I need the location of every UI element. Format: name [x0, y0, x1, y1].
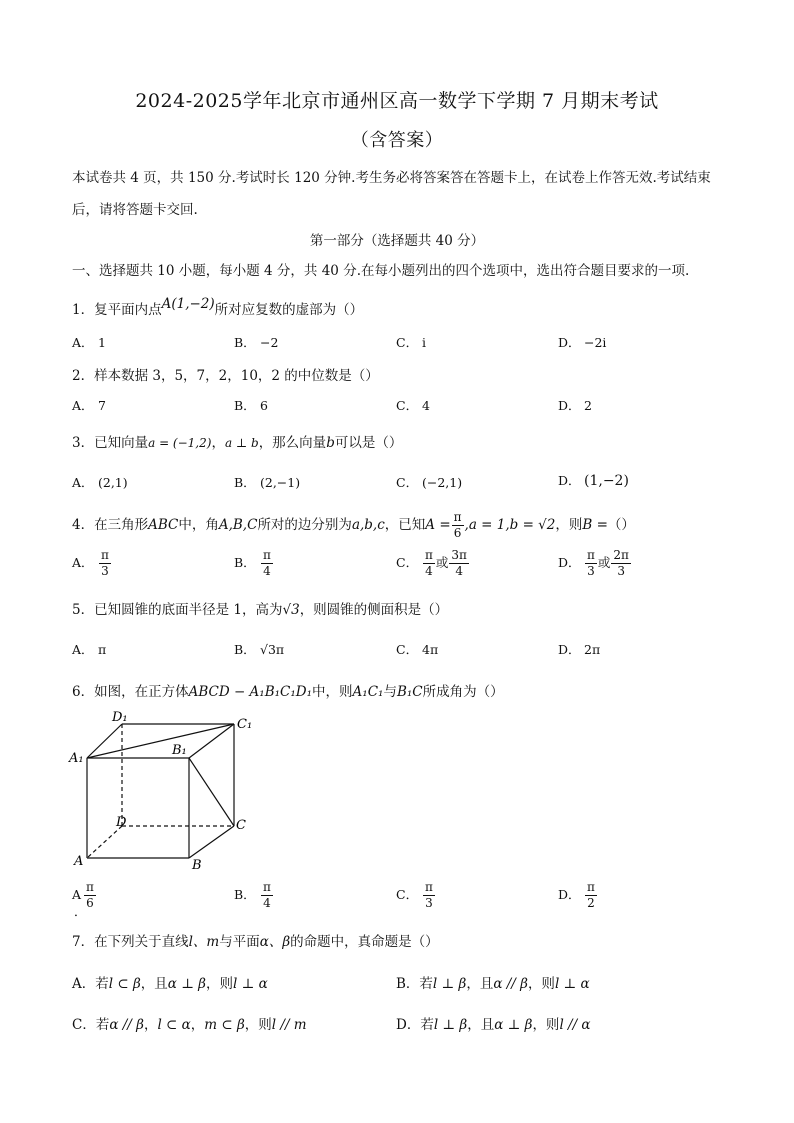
- q1-option-b[interactable]: B． −2: [234, 335, 279, 350]
- q2-option-c[interactable]: C． 4: [396, 398, 430, 413]
- q3-vector-b: b: [326, 435, 335, 451]
- q5-option-b[interactable]: B． √3π: [234, 642, 285, 657]
- q6-option-d[interactable]: D． $\frac{\pi}{2}$: [558, 880, 595, 910]
- q3-option-d[interactable]: D． (1,−2): [558, 473, 629, 489]
- label-d1: D₁: [112, 710, 128, 725]
- q7-option-c[interactable]: C．若α // β，l ⊂ α，m ⊂ β，则l // m: [72, 1017, 307, 1033]
- q4-option-b[interactable]: B． $\frac{\pi}{4}$: [234, 548, 271, 578]
- question-7-stem: 7．在下列关于直线l、m与平面α、β的命题中，真命题是（）: [72, 934, 439, 950]
- q1-option-c[interactable]: C． i: [396, 335, 426, 350]
- q3-option-b[interactable]: B． (2,−1): [234, 475, 301, 490]
- q5-sqrt3: √3: [282, 602, 300, 618]
- q4-option-c[interactable]: C． $\frac{\pi}{4}$ 或 $\frac{3\pi}{4}$: [396, 548, 467, 578]
- label-b1: B₁: [172, 743, 187, 758]
- q7-option-d[interactable]: D．若l ⊥ β，且α ⊥ β，则l // α: [396, 1017, 591, 1033]
- label-b: B: [192, 858, 202, 873]
- question-5-stem: 5．已知圆锥的底面半径是 1，高为√3，则圆锥的侧面积是（）: [72, 602, 449, 618]
- edge-da-hidden: [87, 826, 122, 858]
- q4-option-a[interactable]: A． $\frac{\pi}{3}$: [72, 548, 109, 578]
- exam-title: 2024-2025学年北京市通州区高一数学下学期 7 月期末考试: [135, 90, 659, 112]
- part1-instruction: 一、选择题共 10 小题，每小题 4 分，共 40 分.在每小题列出的四个选项中，选出符合题目要求的一项.: [72, 263, 690, 279]
- q4-option-d[interactable]: D． $\frac{\pi}{3}$ 或 $\frac{2\pi}{3}$: [558, 548, 629, 578]
- question-1-stem: 1．复平面内点A(1,−2)所对应复数的虚部为（）: [72, 296, 364, 318]
- q7-option-a[interactable]: A．若l ⊂ β，且α ⊥ β，则l ⊥ α: [72, 976, 268, 992]
- q3-option-a[interactable]: A． (2,1): [72, 475, 128, 490]
- edge-bc: [189, 826, 234, 858]
- q2-option-d[interactable]: D． 2: [558, 398, 592, 413]
- q2-option-a[interactable]: A． 7: [72, 398, 106, 413]
- label-d: D: [116, 815, 127, 830]
- label-a1: A₁: [69, 751, 84, 766]
- label-a: A: [74, 854, 84, 869]
- intro-line-2: 后，请将答题卡交回.: [72, 202, 198, 218]
- q1-option-a[interactable]: A． 1: [72, 335, 106, 350]
- q3-option-c[interactable]: C． (−2,1): [396, 475, 463, 490]
- q6-option-b[interactable]: B． $\frac{\pi}{4}$: [234, 880, 271, 910]
- q1-point: A(1,−2): [161, 296, 215, 312]
- intro-line-1: 本试卷共 4 页，共 150 分.考试时长 120 分钟.考生务必将答案答在答题卡上，在试卷上作答无效.考试结束: [72, 170, 711, 186]
- exam-subtitle: （含答案）: [350, 130, 444, 151]
- cube-diagram: [66, 708, 266, 878]
- q1-option-d[interactable]: D． −2i: [558, 335, 607, 350]
- label-c1: C₁: [237, 717, 253, 732]
- q2-option-b[interactable]: B． 6: [234, 398, 268, 413]
- q3-perpendicular: a ⊥ b: [224, 436, 259, 450]
- part1-heading: 第一部分（选择题共 40 分）: [309, 233, 485, 249]
- q5-option-c[interactable]: C． 4π: [396, 642, 439, 657]
- q3-vector-a: a = (−1,2): [148, 436, 212, 450]
- question-4-stem: 4．在三角形ABC中，角A,B,C所对的边分别为a,b,c，已知A = $\frac{\pi}{6}$ ,a = 1,b = √2，则B =（）: [72, 510, 635, 540]
- question-3-stem: 3．已知向量a = (−1,2)，a ⊥ b，那么向量b可以是（）: [72, 435, 403, 451]
- question-2-stem: 2．样本数据 3，5，7，2，10，2 的中位数是（）: [72, 368, 379, 384]
- q6-option-c[interactable]: C． $\frac{\pi}{3}$: [396, 880, 433, 910]
- q4-fraction-pi-6: $\frac{\pi}{6}$: [453, 510, 462, 540]
- q7-option-b[interactable]: B．若l ⊥ β，且α // β，则l ⊥ α: [396, 976, 590, 992]
- q5-option-d[interactable]: D． 2π: [558, 642, 601, 657]
- question-6-stem: 6．如图，在正方体ABCD − A₁B₁C₁D₁中，则A₁C₁与B₁C所成角为（）: [72, 684, 504, 700]
- diagonal-b1c: [189, 758, 234, 826]
- q6-option-a[interactable]: A $\frac{\pi}{6}$ ．: [72, 880, 94, 919]
- edge-a1d1: [87, 724, 122, 758]
- label-c: C: [236, 818, 246, 833]
- q5-option-a[interactable]: A． π: [72, 642, 107, 657]
